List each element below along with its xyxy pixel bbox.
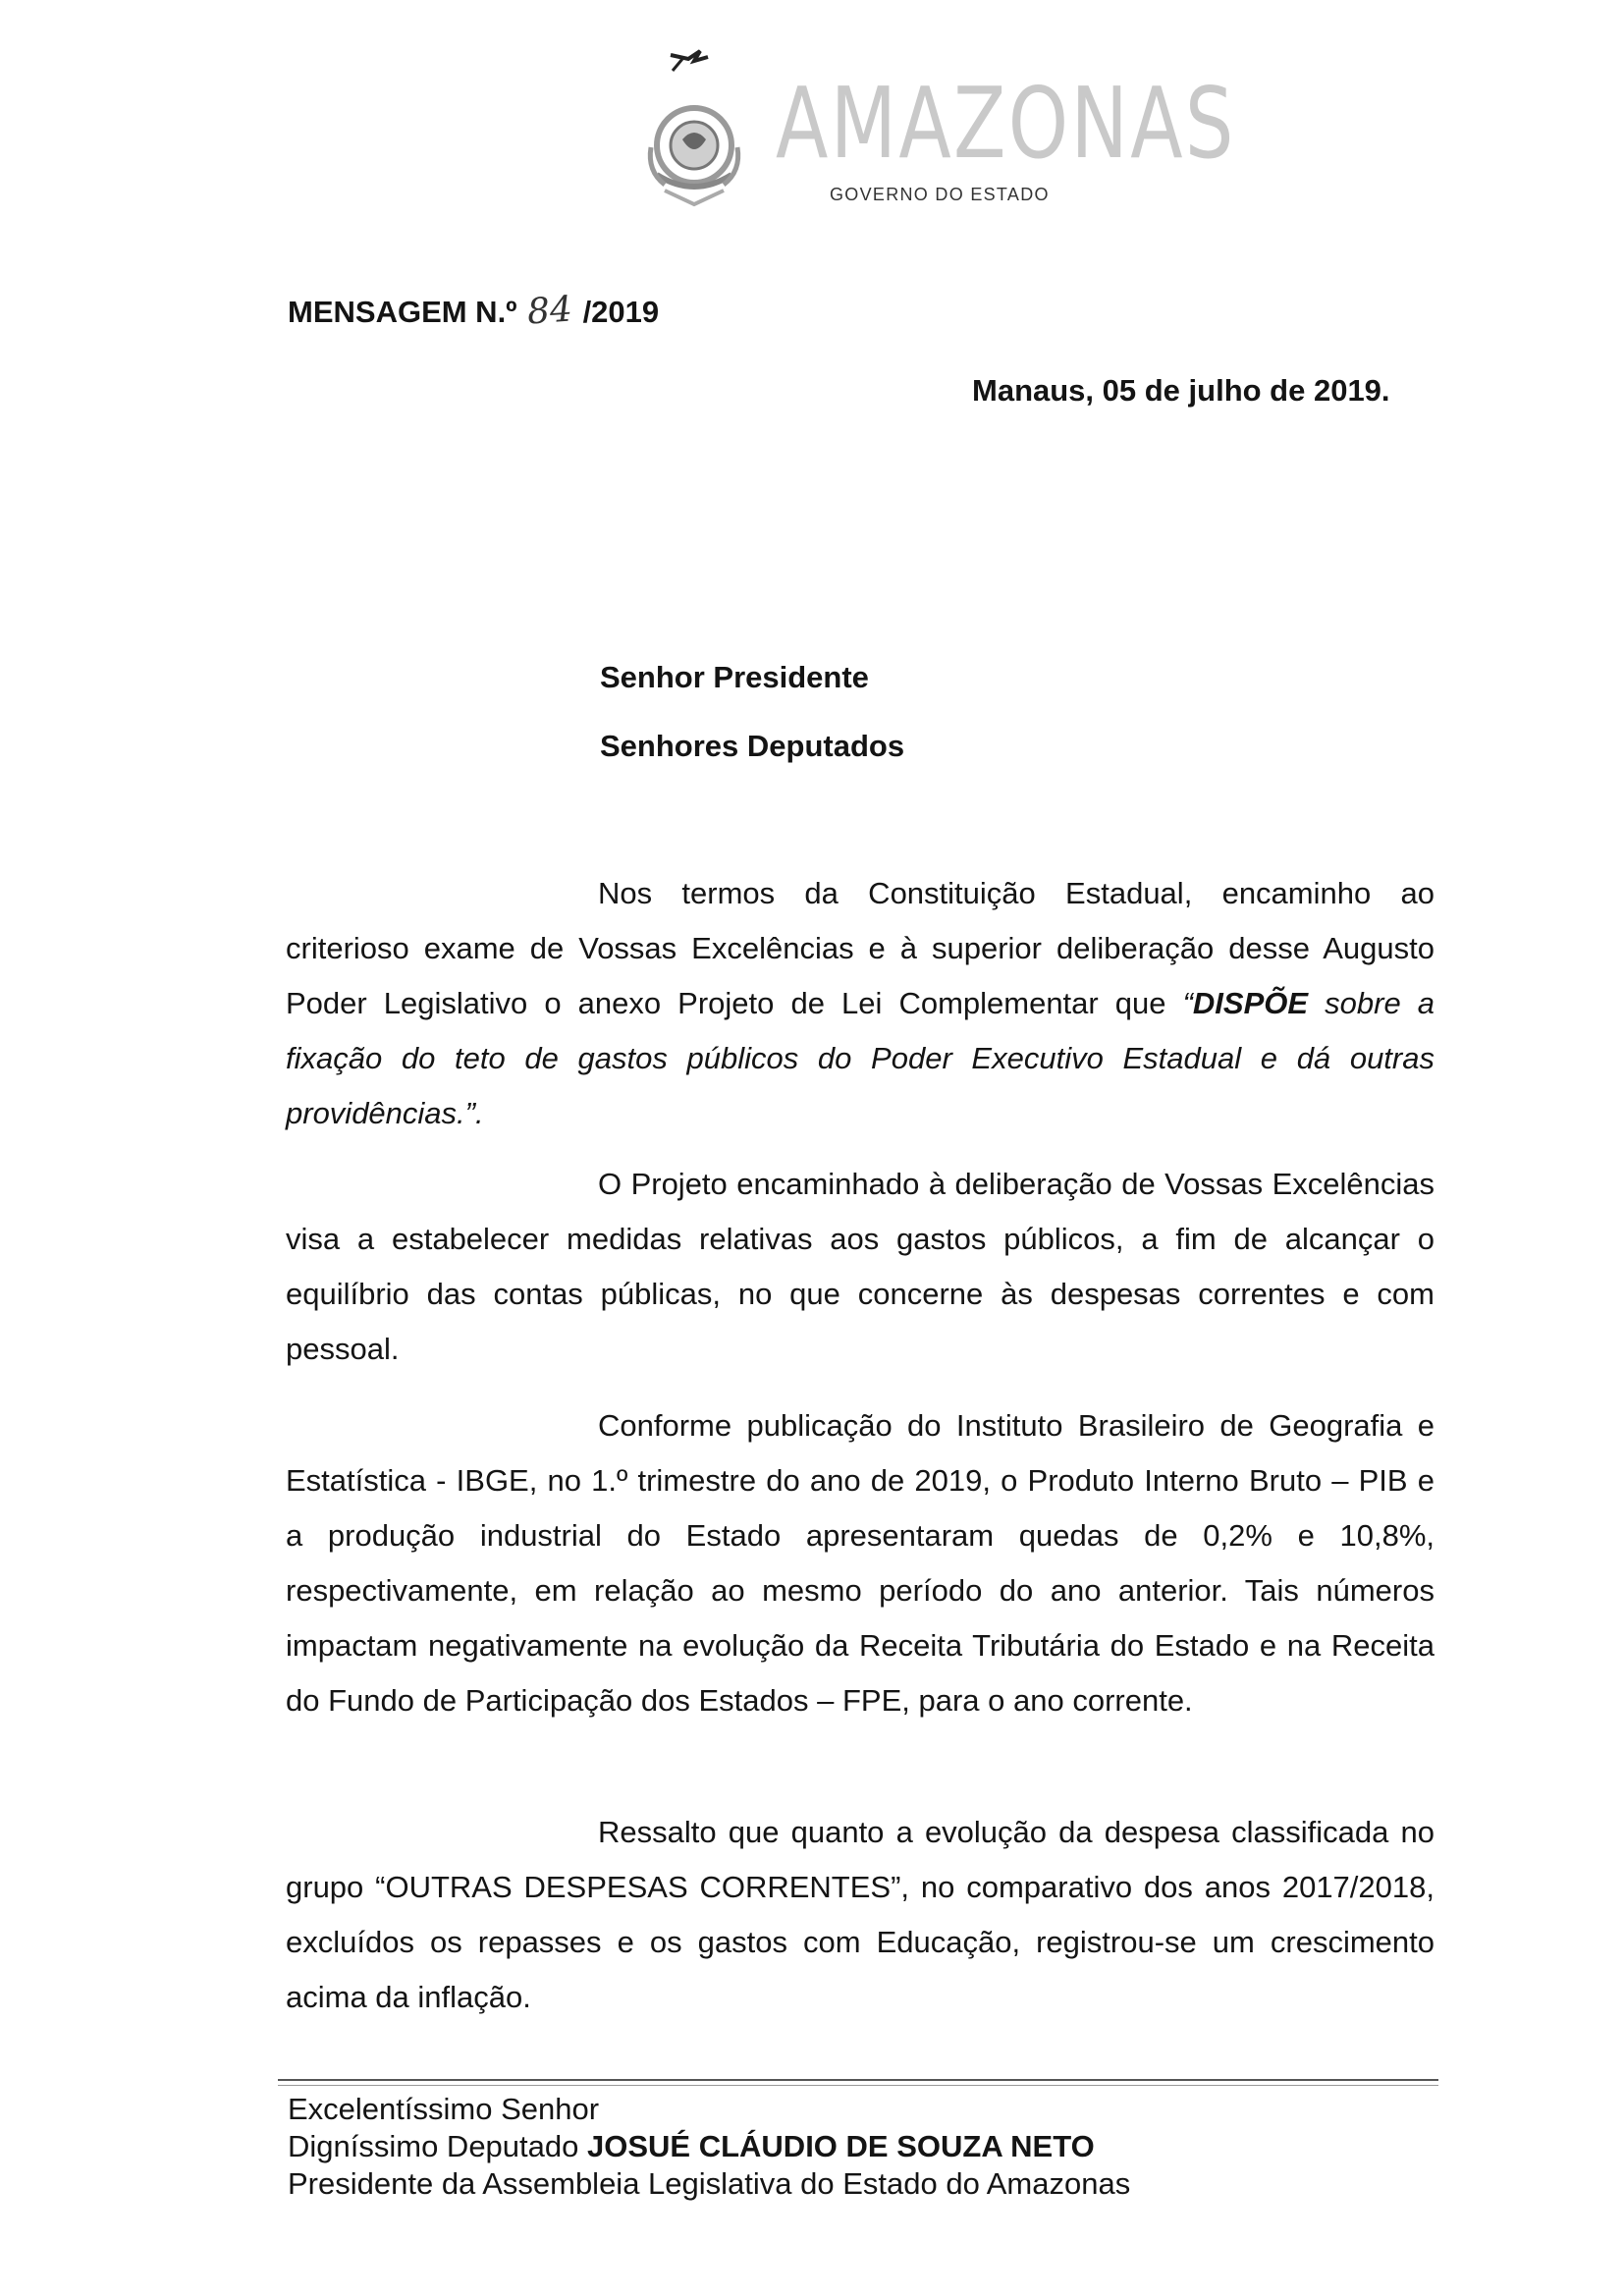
government-label: GOVERNO DO ESTADO xyxy=(830,185,1050,204)
message-year: /2019 xyxy=(582,295,660,329)
footer-divider xyxy=(278,2079,1438,2081)
body-paragraph-3: Conforme publicação do Instituto Brasileiro de Geografia e Estatística - IBGE, no 1.º trimestre do ano de 2019, o Produto Interno Bruto – PIB e a produção industrial do Estado apresentaram quedas de 0,2% e 10,8%, respectivamente, em relação ao mesmo período do ano anterior. Tais números impactam negativamente na evolução da Receita Tributária do Estado e na Receita do Fundo de Participação dos Estados – FPE, para o ano corrente. xyxy=(286,1408,1435,1718)
salutation-president: Senhor Presidente xyxy=(600,660,869,694)
bill-title-emphasis: DISPÕE xyxy=(1192,986,1309,1020)
bill-title-rest: sobre a fixação do teto de gastos públicos do Poder Executivo Estadual e dá outras providências.”. xyxy=(286,986,1435,1130)
salutation-deputies: Senhores Deputados xyxy=(600,729,905,763)
addressee-name: JOSUÉ CLÁUDIO DE SOUZA NETO xyxy=(587,2129,1095,2163)
body-paragraph-4: Ressalto que quanto a evolução da despesa classificada no grupo “OUTRAS DESPESAS CORRENTES”, no comparativo dos anos 2017/2018, excluídos os repasses e os gastos com Educação, registrou-se um crescimento acima da inflação. xyxy=(286,1815,1435,2014)
letterhead-logo xyxy=(643,37,1236,219)
addressee-position: Presidente da Assembleia Legislativa do Estado do Amazonas xyxy=(288,2166,1131,2201)
addressee-honorific: Digníssimo Deputado xyxy=(288,2129,587,2163)
letter-date: Manaus, 05 de julho de 2019. xyxy=(972,373,1390,408)
message-prefix: MENSAGEM N.º xyxy=(288,295,517,329)
handwritten-message-number: 84 xyxy=(525,289,574,333)
body-paragraph-1 xyxy=(286,866,1435,1141)
message-number xyxy=(288,291,659,331)
addressee-name-line xyxy=(288,2129,1095,2164)
addressee-title: Excelentíssimo Senhor xyxy=(288,2092,600,2126)
paragraph-1-text: Nos termos da Constituição Estadual, encaminho ao criterioso exame de Vossas Excelências e à superior deliberação desse Augusto Poder Legislativo o anexo Projeto de Lei Complementar que xyxy=(286,876,1435,1020)
footer-divider-thin xyxy=(278,2085,1438,2086)
state-wordmark: AMAZONAS xyxy=(776,66,1236,181)
bill-title-quote-open: “ xyxy=(1182,986,1193,1020)
body-paragraph-2: O Projeto encaminhado à deliberação de Vossas Excelências visa a estabelecer medidas relativas aos gastos públicos, a fim de alcançar o equilíbrio das contas públicas, no que concerne às despesas correntes e com pessoal. xyxy=(286,1167,1435,1366)
state-coat-of-arms-icon xyxy=(643,37,790,219)
